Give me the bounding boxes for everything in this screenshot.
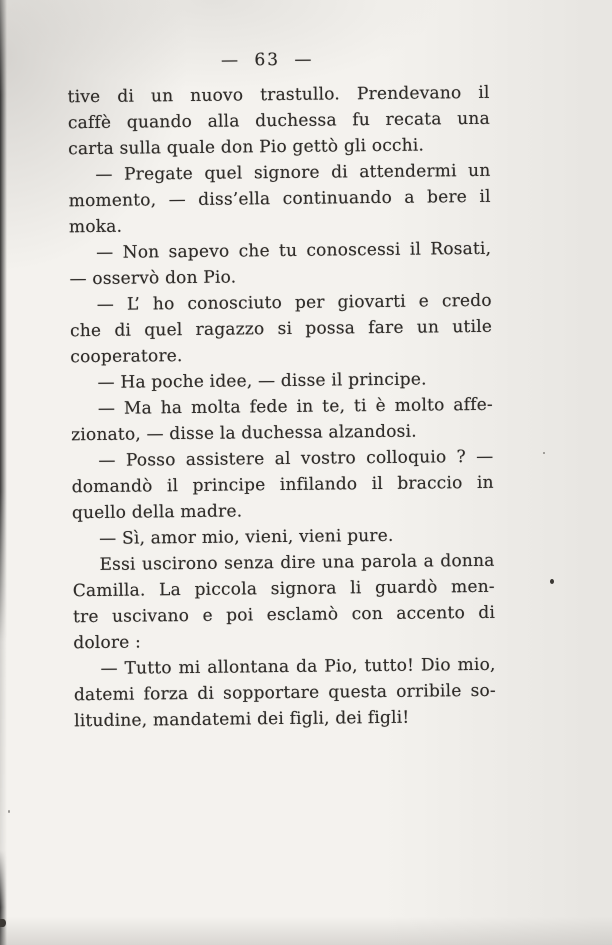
text-line: — Posso assistere al vostro colloquio ? — bbox=[98, 446, 494, 471]
text-line: caffè quando alla duchessa fu recata una bbox=[67, 108, 490, 134]
scan-edge-shadow bbox=[0, 0, 7, 945]
body-text bbox=[67, 80, 496, 734]
text-line: zionato, — disse la duchessa alzandosi. bbox=[71, 421, 417, 446]
text-line: — Non sapevo che tu conoscessi il Rosati, bbox=[96, 238, 492, 263]
text-line: dolore : bbox=[73, 632, 142, 654]
text-line: — Sì, amor mio, vieni, vieni pure. bbox=[99, 525, 394, 549]
text-line: moka. bbox=[68, 216, 123, 238]
text-line: Essi uscirono senza dire una parola a donna bbox=[99, 550, 495, 575]
text-line: carta sulla quale don Pio gettò gli occhi. bbox=[68, 135, 425, 160]
page-number: — 63 — bbox=[220, 49, 314, 71]
scan-speck bbox=[8, 810, 10, 813]
scan-speck bbox=[543, 452, 545, 454]
text-line: che di quel ragazzo si possa fare un utile bbox=[69, 316, 493, 342]
text-line: — L’ ho conosciuto per giovarti e credo bbox=[96, 290, 492, 315]
text-line: tive di un nuovo trastullo. Prendevano il bbox=[67, 82, 490, 108]
text-line: momento, — diss’ella continuando a bere il bbox=[68, 186, 491, 212]
text-line: cooperatore. bbox=[70, 346, 183, 368]
text-line: domandò il principe infilando il braccio in bbox=[71, 472, 494, 498]
scan-speck bbox=[550, 579, 554, 584]
text-line: — Ha poche idee, — disse il principe. bbox=[97, 369, 427, 393]
text-line: — osservò don Pio. bbox=[69, 267, 237, 290]
text-line: litudine, mandatemi dei figli, dei figli! bbox=[74, 707, 410, 732]
page-content bbox=[67, 48, 496, 734]
text-line: — Ma ha molta fede in te, ti è molto affe- bbox=[97, 394, 493, 419]
text-line: quello della madre. bbox=[71, 501, 243, 524]
text-line: — Pregate quel signore di attendermi un bbox=[95, 160, 491, 185]
text-line: — Tutto mi allontana da Pio, tutto! Dio mio, bbox=[100, 654, 496, 679]
text-line: Camilla. La piccola signora li guardò men- bbox=[72, 576, 495, 602]
text-line: tre uscivano e poi esclamò con accento di bbox=[72, 602, 496, 628]
scan-speck bbox=[0, 919, 6, 927]
text-line: datemi forza di sopportare questa orribile so- bbox=[73, 680, 496, 706]
